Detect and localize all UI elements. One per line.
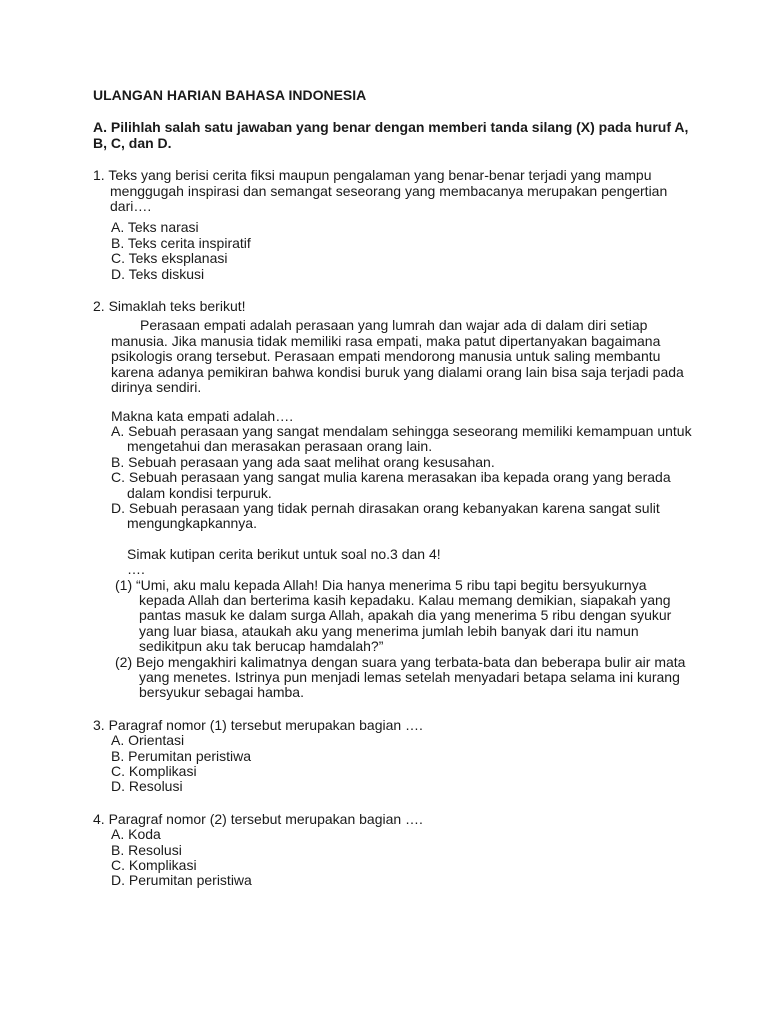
excerpt-paragraph-2: (2) Bejo mengakhiri kalimatnya dengan suara yang terbata-bata dan beberapa bulir air mata yang menetes. Istrinya pun menjadi lemas setelah menyadari betapa selama ini kurang bersyukur sebagai hamba.: [115, 653, 686, 701]
excerpt-ellipsis: ….: [127, 561, 145, 578]
option-a: A. Sebuah perasaan yang sangat mendalam sehingga seseorang memiliki kemampuan untuk mengetahui dan merasakan perasaan orang lain.: [111, 422, 692, 455]
option-c: C. Sebuah perasaan yang sangat mulia karena merasakan iba kepada orang yang berada dalam kondisi terpuruk.: [111, 469, 671, 501]
option-a: A. Teks narasi: [111, 219, 199, 236]
options-list: [93, 220, 693, 282]
question-2: [93, 299, 693, 532]
option-b: B. Teks cerita inspiratif: [111, 234, 251, 251]
question-1: [93, 168, 693, 282]
question-text: 3. Paragraf nomor (1) tersebut merupakan bagian ….: [93, 716, 423, 733]
page-title: ULANGAN HARIAN BAHASA INDONESIA: [93, 87, 367, 103]
option-d: D. Sebuah perasaan yang tidak pernah dirasakan orang kebanyakan karena sangat sulit mengungkapkannya.: [111, 499, 660, 532]
worksheet-page: [93, 88, 693, 889]
options-list: [93, 733, 693, 795]
options-list: [93, 827, 693, 889]
excerpt-paragraph-1: (1) “Umi, aku malu kepada Allah! Dia hanya menerima 5 ribu tapi begitu bersyukurnya kepada Allah dan berterima kasih kepadaku. Kalau memang demikian, siapakah yang pantas masuk ke dalam surga Allah, apakah dia yang menerima 5 ribu dengan syukur yang luar biasa, ataukah aku yang menerima jumlah lebih banyak dari itu namun sedikitpun aku tak berucap hamdalah?”: [115, 576, 672, 655]
question-text: 1. Teks yang berisi cerita fiksi maupun pengalaman yang benar-benar terjadi yang mampu menggugah inspirasi dan semangat seseorang yang membacanya merupakan pengertian dari….: [93, 167, 668, 215]
option-b: B. Perumitan peristiwa: [111, 747, 252, 764]
option-a: A. Orientasi: [111, 732, 185, 749]
question-text: 4. Paragraf nomor (2) tersebut merupakan bagian ….: [93, 810, 423, 827]
option-c: C. Teks eksplanasi: [111, 250, 228, 267]
question-3: [93, 718, 693, 795]
option-d: D. Teks diskusi: [111, 265, 205, 282]
story-excerpt: [93, 547, 693, 701]
option-d: D. Resolusi: [111, 778, 183, 795]
question-text: 2. Simaklah teks berikut!: [93, 298, 246, 315]
instruction-text: A. Pilihlah salah satu jawaban yang benar dengan memberi tanda silang (X) pada huruf A, B, C, dan D.: [93, 119, 689, 151]
options-list: [93, 424, 693, 532]
option-c: C. Komplikasi: [111, 857, 197, 874]
question-stem: Makna kata empati adalah….: [111, 407, 294, 424]
option-c: C. Komplikasi: [111, 763, 197, 780]
reading-passage: Perasaan empati adalah perasaan yang lumrah dan wajar ada di dalam diri setiap manusia. Jika manusia tidak memiliki rasa empati, maka patut dipertanyakan bagaimana psikologis orang tersebut. Perasaan empati mendorong manusia untuk saling membantu karena adanya pemikiran bahwa kondisi buruk yang dialami orang lain bisa saja terjadi pada dirinya sendiri.: [111, 317, 684, 396]
option-b: B. Resolusi: [111, 841, 182, 858]
question-4: [93, 812, 693, 889]
option-a: A. Koda: [111, 826, 161, 843]
excerpt-intro: Simak kutipan cerita berikut untuk soal no.3 dan 4!: [127, 545, 441, 562]
option-b: B. Sebuah perasaan yang ada saat melihat orang kesusahan.: [111, 453, 495, 470]
option-d: D. Perumitan peristiwa: [111, 872, 252, 889]
